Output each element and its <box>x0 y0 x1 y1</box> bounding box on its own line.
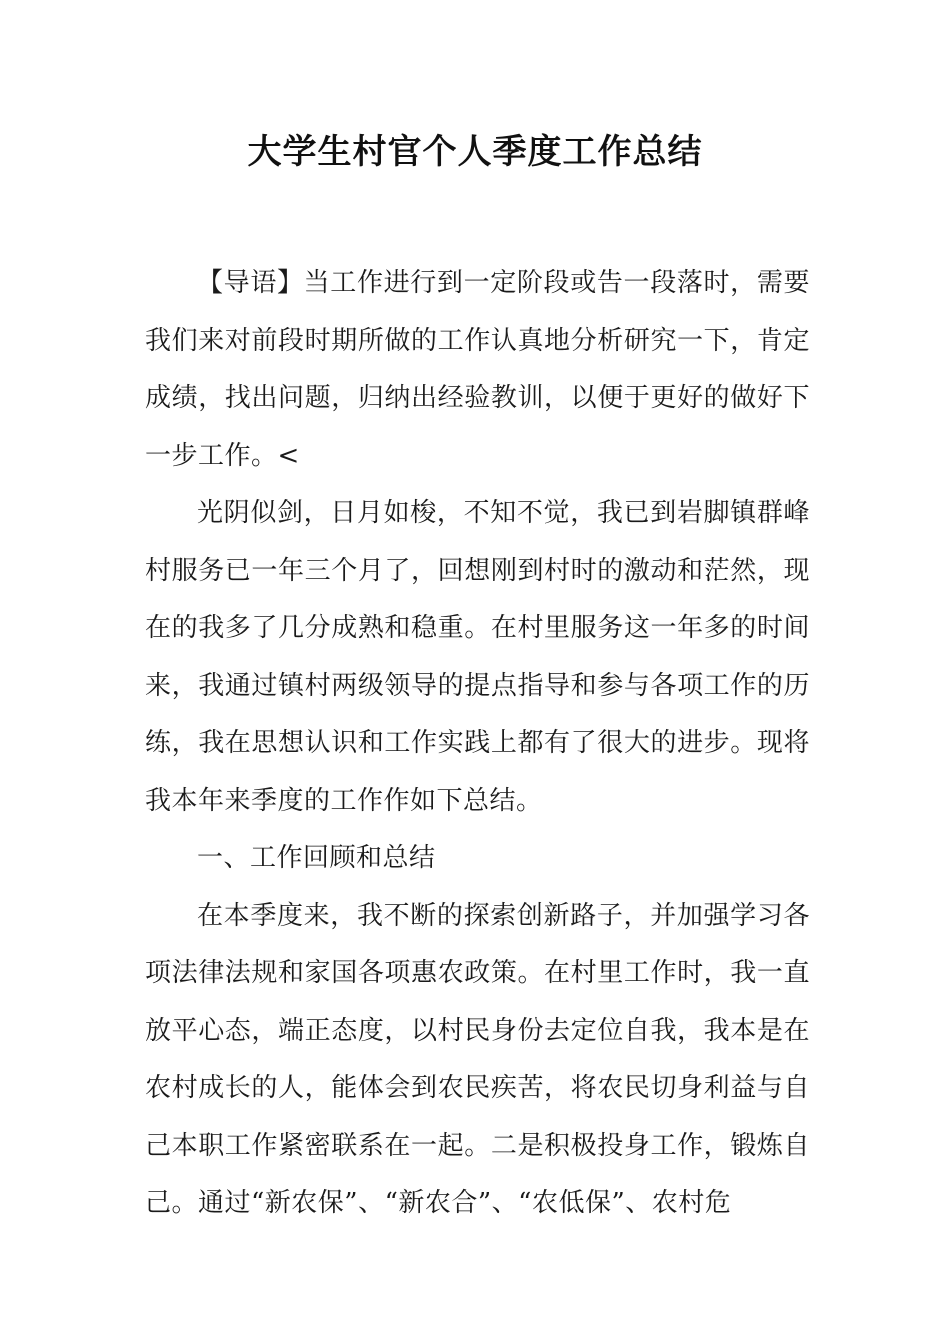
paragraph-intro: 【导语】当工作进行到一定阶段或告一段落时，需要我们来对前段时期所做的工作认真地分析研究一下，肯定成绩，找出问题，归纳出经验教训，以便于更好的做好下一步工作。< <box>145 268 810 471</box>
section-heading: 一、工作回顾和总结 <box>197 843 436 873</box>
document-title: 大学生村官个人季度工作总结 <box>247 132 703 172</box>
paragraph-opening: 光阴似剑，日月如梭，不知不觉，我已到岩脚镇群峰村服务已一年三个月了，回想刚到村时的激动和茫然，现在的我多了几分成熟和稳重。在村里服务这一年多的时间来，我通过镇村两级领导的提点指导和参与各项工作的历练，我在思想认识和工作实践上都有了很大的进步。现将我本年来季度的工作作如下总结。 <box>145 498 810 816</box>
document-body <box>145 255 810 1233</box>
paragraph-review: 在本季度来，我不断的探索创新路子，并加强学习各项法律法规和家国各项惠农政策。在村里工作时，我一直放平心态，端正态度，以村民身份去定位自我，我本是在农村成长的人，能体会到农民疾苦，将农民切身利益与自己本职工作紧密联系在一起。二是积极投身工作，锻炼自己。通过“新农保”、“新农合”、“农低保”、农村危 <box>145 900 810 1218</box>
